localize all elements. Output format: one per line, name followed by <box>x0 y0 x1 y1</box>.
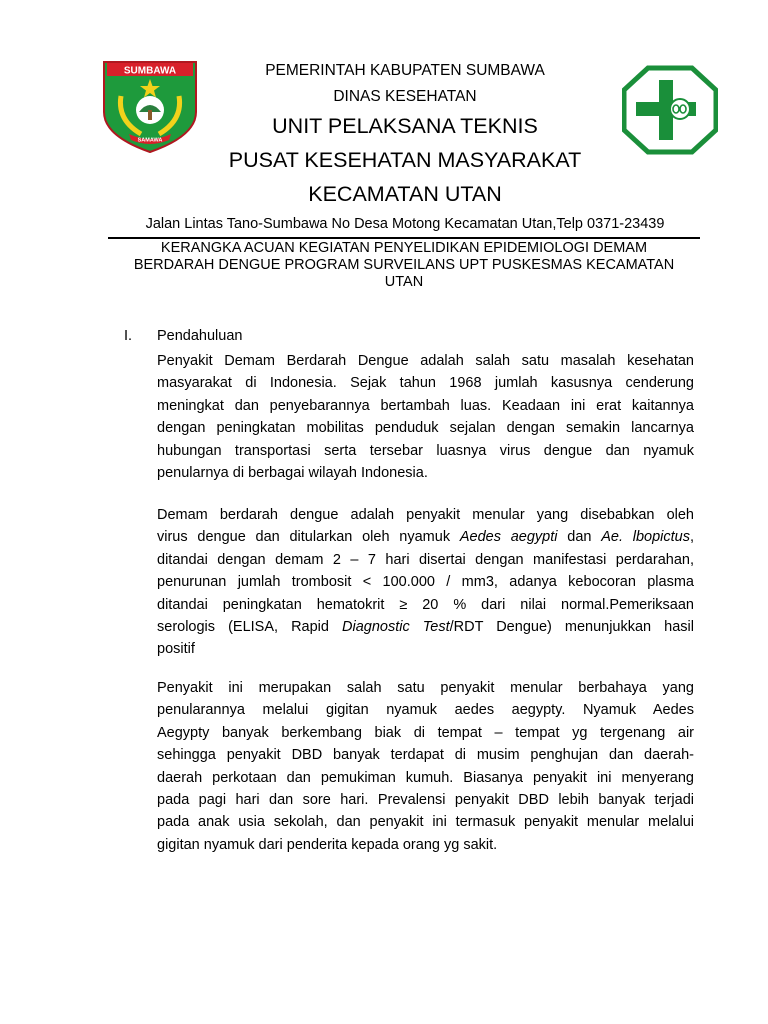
crest-bottom-text: SAMAWA <box>137 137 163 144</box>
paragraph-line: penularnya di berbagai wilayah Indonesia. <box>157 464 428 481</box>
species-name: Ae. lbopictus <box>601 529 690 546</box>
text-run: serologis (ELISA, Rapid <box>157 618 342 635</box>
paragraph-line: meningkat dan penyebarannya bertambah luas. Keadaan ini erat kaitannya <box>157 397 694 414</box>
header-district: KECAMATAN UTAN <box>308 182 502 206</box>
paragraph-line: Penyakit Demam Berdarah Dengue adalah salah satu masalah kesehatan <box>157 353 694 369</box>
paragraph-line: penularannya melalui gigitan nyamuk aedes aegypty. Nyamuk Aedes <box>157 702 694 719</box>
paragraph-line: sehingga penyakit DBD banyak terdapat di musim penghujan dan daerah- <box>157 747 694 764</box>
paragraph-line: daerah perkotaan dan pemukiman kumuh. Biasanya penyakit ini menyerang <box>157 769 694 786</box>
paragraph-line: ditandai dengan demam 2 – 7 hari disertai dengan manifestasi perdarahan, <box>157 551 694 568</box>
paragraph-line: Demam berdarah dengue adalah penyakit menular yang disebabkan oleh <box>157 507 694 523</box>
section-number: I. <box>124 328 133 344</box>
text-run: /RDT Dengue) menunjukkan hasil <box>449 618 694 635</box>
title-line: BERDARAH DENGUE PROGRAM SURVEILANS UPT PUSKESMAS KECAMATAN <box>133 257 675 273</box>
paragraph-line: Aegypty banyak berkembang biak di tempat – tempat yg tergenang air <box>157 724 694 741</box>
paragraph-line: pada anak usia sekolah, dan penyakit ini termasuk penyakit menular melalui <box>157 814 694 831</box>
header-department: DINAS KESEHATAN <box>333 88 477 105</box>
paragraph-line: ditandai peningkatan hematokrit ≥ 20 % dari nilai normal.Pemeriksaan <box>157 596 694 613</box>
header-institution: PUSAT KESEHATAN MASYARAKAT <box>228 148 582 172</box>
paragraph-line <box>157 526 694 548</box>
paragraph-line: positif <box>157 641 195 658</box>
paragraph-line: Penyakit ini merupakan salah satu penyakit menular berbahaya yang <box>157 680 694 696</box>
text-run: virus dengue dan ditularkan oleh nyamuk <box>157 529 460 546</box>
paragraph-2 <box>157 504 694 661</box>
crest-top-text: SUMBAWA <box>123 65 177 77</box>
text-run: , <box>689 529 695 546</box>
header-unit: UNIT PELAKSANA TEKNIS <box>272 114 538 138</box>
header-address: Jalan Lintas Tano-Sumbawa No Desa Motong Kecamatan Utan,Telp 0371-23439 <box>145 216 665 232</box>
paragraph-3 <box>157 677 694 856</box>
title-line: KERANGKA ACUAN KEGIATAN PENYELIDIKAN EPIDEMIOLOGI DEMAM <box>160 240 648 256</box>
paragraph-line: penurunan jumlah trombosit < 100.000 / mm3, adanya kebocoran plasma <box>157 574 694 591</box>
header-divider <box>108 237 700 239</box>
section-heading: Pendahuluan <box>157 328 243 344</box>
header-government: PEMERINTAH KABUPATEN SUMBAWA <box>265 62 545 79</box>
text-run: dan <box>557 529 602 546</box>
paragraph-1 <box>157 350 694 484</box>
paragraph-line <box>157 616 694 638</box>
paragraph-line: pada pagi hari dan sore hari. Prevalensi penyakit DBD lebih banyak terjadi <box>157 791 694 808</box>
paragraph-line: masyarakat di Indonesia. Sejak tahun 1968 jumlah kasusnya cenderung <box>157 375 694 392</box>
title-line: UTAN <box>384 274 424 290</box>
document-title <box>104 240 704 291</box>
species-name: Aedes aegypti <box>459 529 558 546</box>
paragraph-line: dengan peningkatan mobilitas penduduk sejalan dengan semakin lancarnya <box>157 420 694 437</box>
paragraph-line: gigitan nyamuk dari penderita kepada orang yg sakit. <box>157 836 498 853</box>
paragraph-line: hubungan transportasi serta tersebar luasnya virus dengue dan nyamuk <box>157 442 694 459</box>
emphasis-text: Diagnostic Test <box>342 618 450 635</box>
